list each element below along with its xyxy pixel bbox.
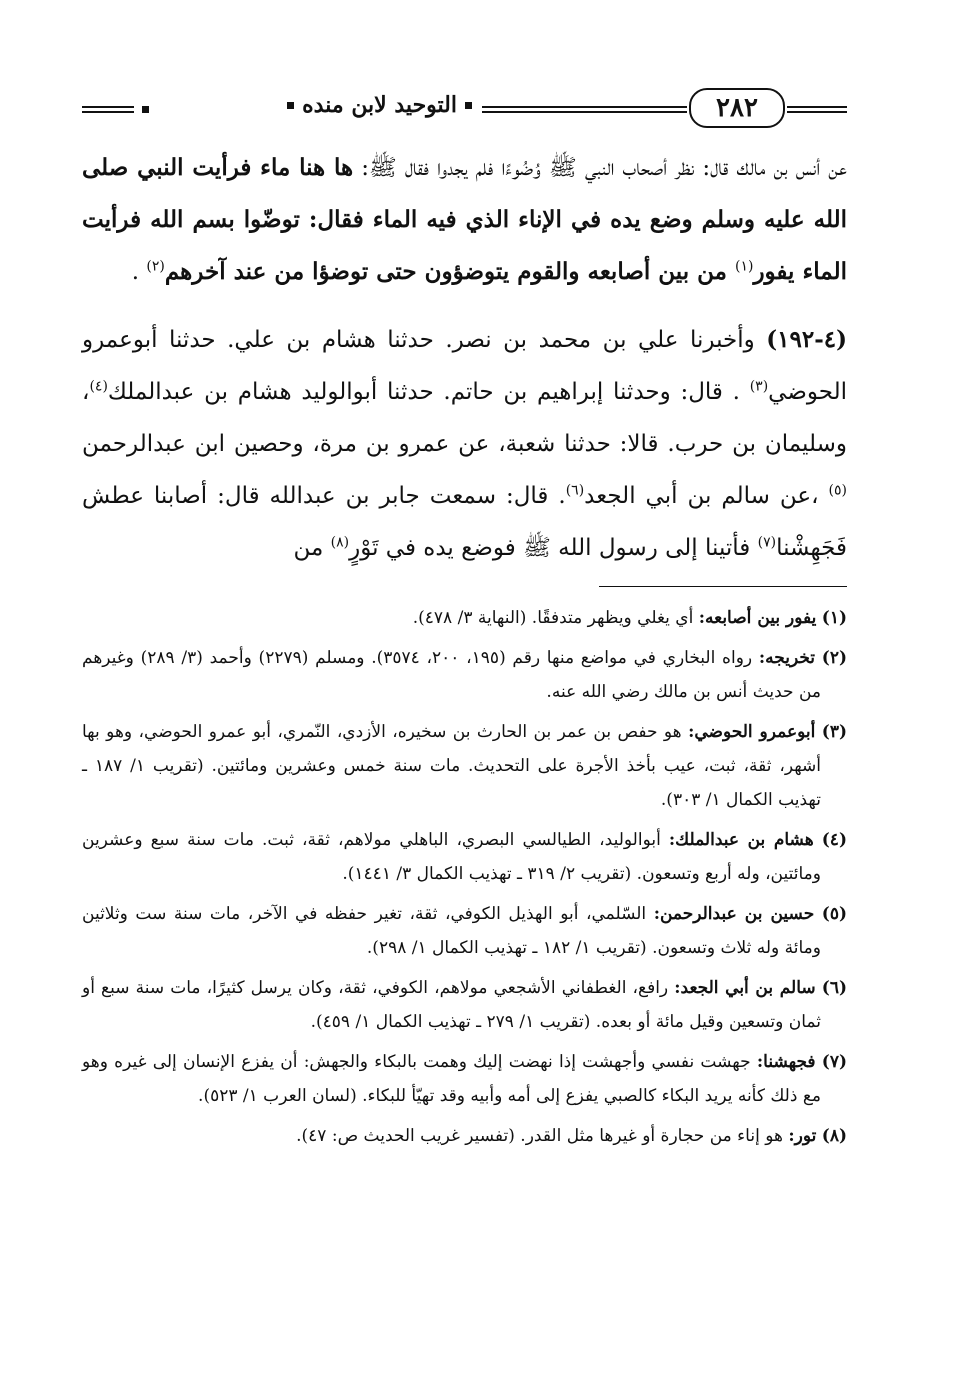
footnote-2: (٢) تخريجه: رواه البخاري في مواضع منها رقم (١٩٥، ٢٠٠، ٣٥٧٤). ومسلم (٢٢٧٩) وأحمد (٣/ ٢٨٩) وغيرهم من حديث أنس بن مالك رضي الله عنه. <box>82 648 847 702</box>
running-title <box>287 92 472 118</box>
footnote-ref: (٦) <box>565 482 585 499</box>
footnote-ref: (٥) <box>828 482 847 499</box>
header-rule-right <box>787 106 847 114</box>
book-title: التوحيد لابن منده <box>302 92 457 118</box>
footnote-ref: (٢) <box>146 258 165 275</box>
footnote-ref: (٣) <box>749 378 769 395</box>
header-rule-left <box>82 106 134 114</box>
footnote-5: (٥) حسين بن عبدالرحمن: السّلمي، أبو الهذيل الكوفي، ثقة، تغير حفظه في الآخر، مات سنة ست وثلاثين ومائة وله ثلاث وتسعون. (تقريب ١/ ١٨٢ ـ تهذيب الكمال ١/ ٢٩٨). <box>82 904 847 958</box>
square-bullet-icon <box>287 102 294 109</box>
page <box>82 84 847 1324</box>
paragraph-hadith-1: عن أنس بن مالك قال: نظر أصحاب النبي ﷺ وُضُوءًا فلم يجدوا فقال ﷺ: ها هنا ماء فرأيت النبي صلى الله عليه وسلم وضع يده في الإناء الذي فيه الماء فقال: توضّوا بسم الله فرأيت الماء يفور$^{(١)}$ من بين أصابعه والقوم يتوضؤون حتى توضؤا من عند آخرهم$^{(٢)}$ . <box>82 154 848 285</box>
footnote-6: (٦) سالم بن أبي الجعد: رافع، الغطفاني الأشجعي مولاهم، الكوفي، ثقة، وكان يرسل كثيرًا، مات سنة سبع أو ثمان وتسعين وقيل مائة أو بعده. (تقريب ١/ ٢٧٩ ـ تهذيب الكمال ١/ ٤٥٩). <box>82 978 847 1032</box>
page-header <box>82 84 847 128</box>
footnote-3: (٣) أبوعمرو الحوضي: هو حفص بن عمر بن الحارث بن سخيره، الأزدي، النّمري، أبو عمرو الحوضي، وهو بها أشهر، ثقة، ثبت، عيب بأخذ الأجرة على التحديث. مات سنة خمس وعشرين ومائتين. (تقريب ١/ ١٨٧ ـ تهذيب الكمال ١/ ٣٠٣). <box>82 722 848 810</box>
footnote-7: (٧) فجهشنا: جهشت نفسي وأجهشت إذا نهضت إليك وهمت بالبكاء والجهش: أن يفزع الإنسان إلى غيره وهو مع ذلك كأنه يريد البكاء كالصبي يفزع إلى أمه وأبيه وقد تهيّأ للبكاء. (لسان العرب ١/ ٥٢٣). <box>82 1052 848 1106</box>
footnote-ref: (٧) <box>757 534 777 551</box>
hadith-number: (٤-١٩٢) <box>766 326 847 353</box>
footnote-ref: (٨) <box>330 534 350 551</box>
main-text <box>82 142 847 574</box>
square-bullet-icon <box>465 102 472 109</box>
footnote-ref: (٤) <box>89 378 108 395</box>
footnote-ref: (١) <box>734 258 754 275</box>
footnote-separator <box>599 586 847 587</box>
paragraph-hadith-2: (٤-١٩٢) وأخبرنا علي بن محمد بن نصر. حدثنا هشام بن علي. حدثنا أبوعمرو الحوضي$^{(٣)}$ . قال: وحدثنا إبراهيم بن حاتم. حدثنا أبوالوليد هشام بن عبدالملك$^{(٤)}$، وسليمان بن حرب. قالا: حدثنا شعبة، عن عمرو بن مرة، وحصين ابن عبدالرحمن $^{(٥)}$ ،عن سالم بن أبي الجعد$^{(٦)}$. قال: سمعت جابر بن عبدالله قال: أصابنا عطش فَجَهِشْنا$^{(٧)}$ فأتينا إلى رسول الله ﷺ فوضع يده في تَوْرٍ$^{(٨)}$ من <box>82 326 847 561</box>
footnotes <box>82 601 847 1153</box>
footnote-1: (١) يفور بين أصابعه: أي يغلي ويظهر متدفقًا. (النهاية ٣/ ٤٧٨). <box>412 608 847 628</box>
footnote-8: (٨) تور: هو إناء من حجارة أو غيرها مثل القدر. (تفسير غريب الحديث ص: ٤٧). <box>296 1126 847 1146</box>
footnote-4: (٤) هشام بن عبدالملك: أبوالوليد، الطيالسي البصري، الباهلي مولاهم، ثقة، ثبت. مات سنة سبع وعشرين ومائتين، وله أربع وتسعون. (تقريب ٢/ ٣١٩ ـ تهذيب الكمال ٣/ ١٤٤١). <box>82 830 847 884</box>
page-number: ٢٨٢ <box>689 88 785 128</box>
header-rule-middle <box>482 106 687 114</box>
square-bullet-icon <box>142 106 149 113</box>
